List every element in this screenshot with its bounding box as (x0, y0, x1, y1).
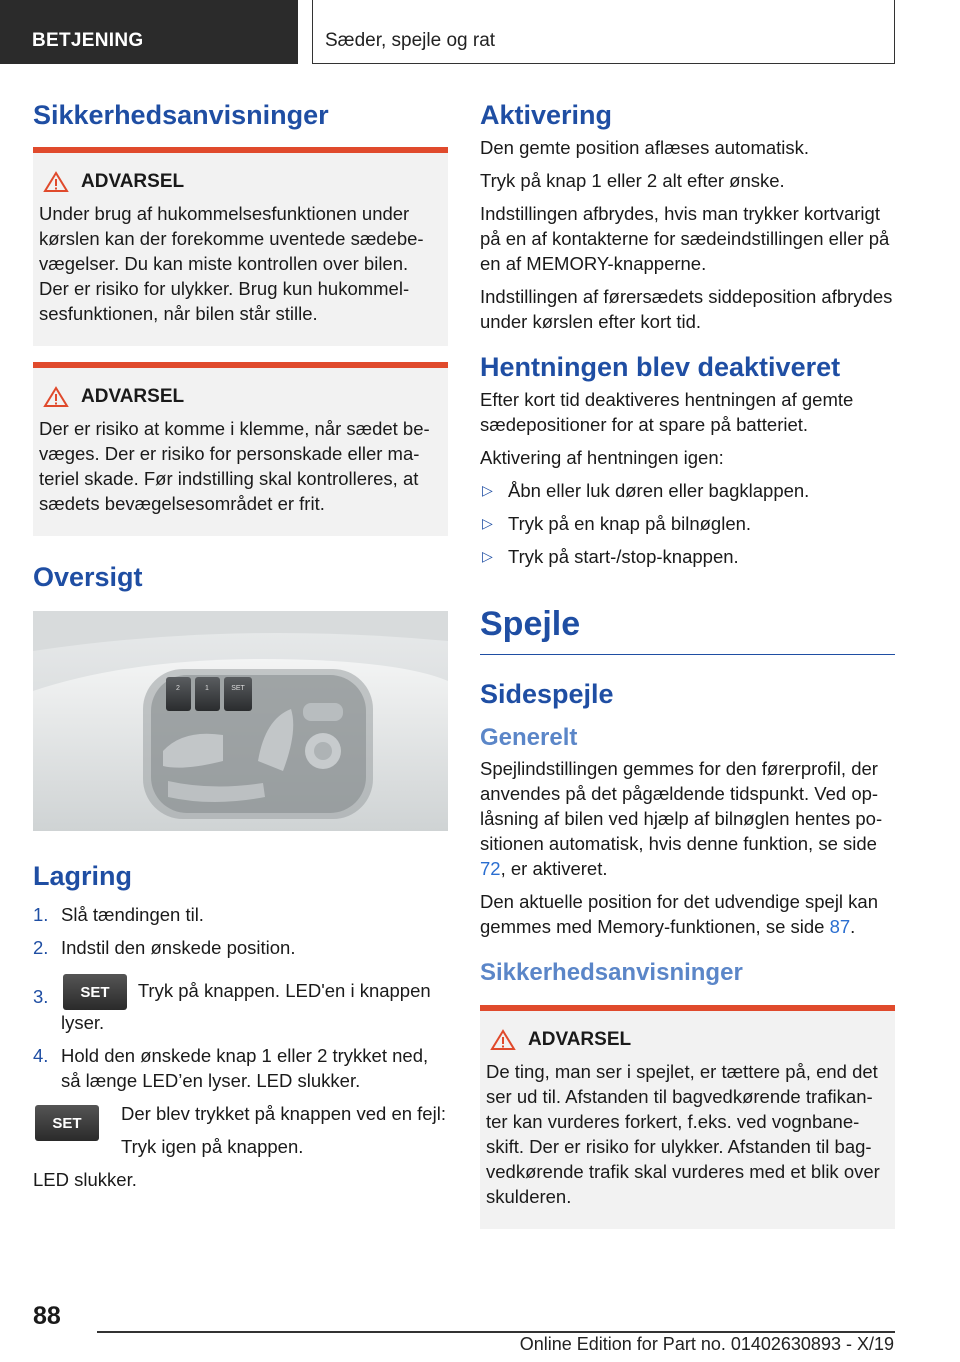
activation-p1: Den gemte position aflæses automatisk. (480, 137, 810, 158)
activation-p2: Tryk på knap 1 eller 2 alt efter ønske. (480, 170, 785, 191)
header-section: BETJENING (0, 0, 298, 64)
warning-text-2: Der er risiko at komme i klemme, når sædet bevæges. Der er risiko for personskade eller materiel skade. Før indstilling skal kontrolleres, at sædets bevægelsesområdet er frit. (39, 418, 430, 514)
warning-text-3: De ting, man ser i spejlet, er tættere på, end det ser ud til. Afstanden til bagvedkørende trafikanter kan vurderes forkert, f.eks. ved vognbaneskift. Der er risiko for ulykker. Afstanden til bagvedkørende trafik skal vurderes med et blik over skulderen. (486, 1061, 880, 1207)
seat-controls-illustration (33, 611, 448, 831)
error-text-1: Der blev trykket på knappen ved en fejl: (121, 1103, 446, 1124)
activation-p3: Indstillingen afbrydes, hvis man trykker kortvarigt på en af kontakterne for sædeindstillingen eller på en af MEMORY-knapperne. (480, 203, 890, 274)
page-link-87[interactable]: 87 (829, 916, 851, 937)
list-item: 3. SET Tryk på knappen. LED'en i knappen lyser. (33, 974, 448, 1035)
heading-mirrors: Spejle (480, 605, 895, 655)
warning-box-3 (480, 1005, 895, 1229)
activation-p4: Indstillingen af førersædets siddeposition afbrydes under kørslen efter kort tid. (480, 286, 893, 332)
deactivated-p6: Aktivering af hentningen igen: (480, 447, 724, 468)
warning-triangle-icon (43, 386, 69, 408)
triangle-bullet-icon: ▷ (482, 482, 493, 498)
photo-button-1: 1 (205, 685, 209, 692)
heading-safety: Sikkerhedsanvisninger (33, 100, 329, 130)
photo-button-set: SET (231, 685, 245, 692)
storage-steps (33, 902, 448, 1093)
warning-triangle-icon (490, 1029, 516, 1051)
heading-deactivated: Hentningen blev deaktiveret (480, 352, 841, 382)
set-button-icon: SET (63, 974, 127, 1010)
footer-divider (97, 1331, 895, 1333)
general-p1: Spejlindstillingen gemmes for den førerprofil, der anvendes på det pågældende tidspunkt. Ved oplåsning af bilen ved hjælp af bilnøglen hentes positionen automatisk, hvis denne funktion, se side 72, er aktiveret. (480, 758, 883, 879)
led-off-text: LED slukker. (33, 1169, 137, 1190)
heading-overview: Oversigt (33, 562, 143, 592)
list-item: 2. Indstil den ønskede position. (33, 937, 296, 958)
warning-label-2: ADVARSEL (81, 386, 185, 407)
heading-activation: Aktivering (480, 100, 613, 130)
heading-storage: Lagring (33, 861, 132, 891)
header-chapter: Sæder, spejle og rat (312, 0, 895, 64)
right-column (480, 100, 895, 1229)
warning-text-1: Under brug af hukommelsesfunktionen under kørslen kan der forekomme uventede sædebevægelser. Du kan miste kontrollen over bilen. Der er risiko for ulykker. Brug kun hukommelsesfunktionen, når bilen står stille. (39, 203, 424, 324)
page-number: 88 (33, 1302, 61, 1330)
deactivated-p5: Efter kort tid deaktiveres hentningen af gemte sædepositioner for at spare på batteriet. (480, 389, 854, 435)
list-item: 1. Slå tændingen til. (33, 904, 204, 925)
warning-box-1 (33, 147, 448, 346)
reactivation-list (480, 478, 895, 569)
page-link-72[interactable]: 72 (480, 858, 501, 879)
online-edition: Online Edition for Part no. 01402630893 - X/19 (519, 1334, 894, 1354)
triangle-bullet-icon: ▷ (482, 548, 493, 564)
heading-general: Generelt (480, 724, 578, 751)
error-text-2: Tryk igen på knappen. (121, 1136, 304, 1157)
general-p2: Den aktuelle position for det udvendige spejl kan gemmes med Memory-funktionen, se side 87. (480, 891, 879, 937)
warning-label-3: ADVARSEL (528, 1029, 632, 1050)
list-item: 4. Hold den ønskede knap 1 eller 2 trykket ned, så længe LED’en lyser. LED slukker. (33, 1045, 429, 1091)
heading-side-mirrors: Sidespejle (480, 679, 614, 709)
list-item: ▷ Tryk på en knap på bilnøglen. (482, 513, 752, 534)
warning-label-1: ADVARSEL (81, 171, 185, 192)
photo-button-2: 2 (176, 685, 180, 692)
list-item: ▷ Tryk på start-/stop-knappen. (482, 546, 739, 567)
seat-controls-photo (33, 611, 448, 831)
heading-safety-mirrors: Sikkerhedsanvisninger (480, 959, 743, 986)
left-column (33, 100, 448, 1200)
set-button-icon: SET (35, 1105, 99, 1141)
list-item: ▷ Åbn eller luk døren eller bagklappen. (482, 480, 810, 501)
warning-box-2 (33, 362, 448, 536)
triangle-bullet-icon: ▷ (482, 515, 493, 531)
warning-triangle-icon (43, 171, 69, 193)
